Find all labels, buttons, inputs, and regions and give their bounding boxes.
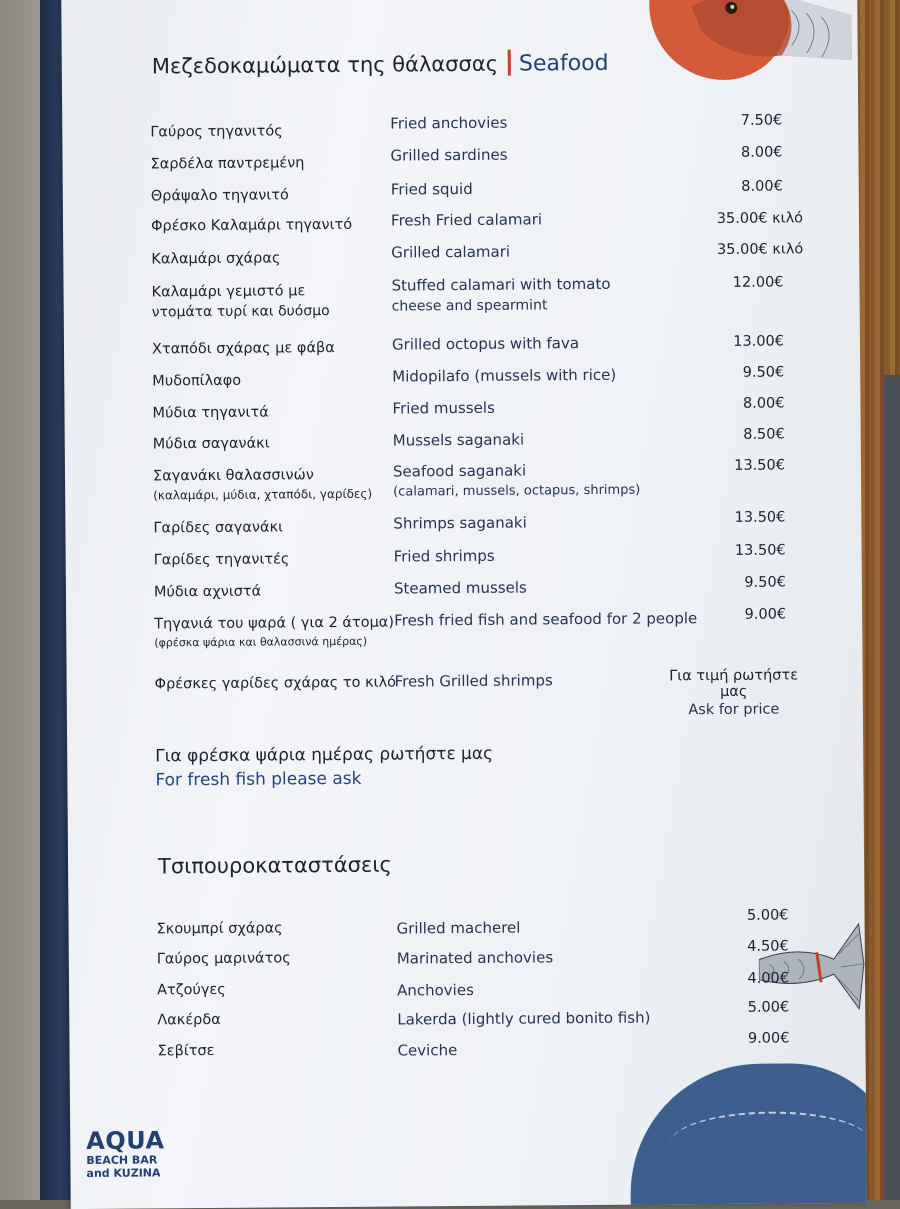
menu-item (69, 970, 849, 1000)
title-greek: Τσιπουροκαταστάσεις (157, 852, 392, 879)
menu-item (64, 364, 844, 390)
item-name-english: Grilled octopus with fava (391, 334, 580, 354)
item-name-greek: Γαύρος μαρινάτος (156, 950, 291, 968)
item-name-greek: Γαρίδες σαγανάκι (153, 519, 284, 537)
item-name-greek-line2: (φρέσκα ψάρια και θαλασσινά ημέρας) (154, 634, 368, 650)
item-name-greek: Σεβίτσε (157, 1042, 215, 1060)
menu-item (65, 426, 845, 453)
fresh-fish-greek: Για φρέσκα ψάρια ημέρας ρωτήστε μας (155, 743, 494, 767)
item-name-greek (154, 615, 394, 650)
menu-item (64, 274, 844, 321)
fresh-fish-note (155, 744, 493, 791)
item-price: 9.50€ (744, 574, 786, 591)
item-price: 8.50€ (743, 426, 785, 443)
menu-item (69, 907, 849, 938)
title-divider (508, 50, 511, 76)
item-price: 35.00€ κιλό (716, 241, 804, 259)
logo-line-2: BEACH BAR (86, 1153, 158, 1167)
item-price: 13.50€ (734, 457, 786, 474)
item-name-english: Grilled macherel (396, 918, 521, 938)
item-name-greek: Μυδοπίλαφο (152, 372, 242, 390)
item-name-english: Anchovies (396, 980, 474, 1000)
item-price: 9.00€ (747, 1030, 790, 1047)
item-name-english (391, 275, 610, 315)
aqua-logo (86, 1128, 165, 1179)
item-name-english: Mussels saganaki (392, 430, 525, 450)
menu-item (67, 667, 847, 719)
item-price: 12.00€ (732, 274, 784, 291)
item-name-english (393, 461, 640, 500)
item-name-greek-line1: Τηγανιά του ψαρά ( για 2 άτομα) (154, 614, 395, 633)
menu-item (65, 509, 845, 537)
menu-item (62, 112, 842, 141)
item-name-english-line1: Stuffed calamari with tomato (391, 274, 611, 295)
menu-item (63, 241, 843, 268)
item-name-greek: Χταπόδι σχάρας με φάβα (151, 340, 335, 358)
item-name-greek: Λακέρδα (157, 1011, 221, 1029)
item-name-greek-line1: Σαγανάκι θαλασσινών (152, 467, 314, 485)
section-title-seafood (152, 49, 609, 80)
item-name-english: Fresh fried fish and seafood for 2 people (394, 609, 698, 630)
section-title-tsipouro (158, 853, 392, 879)
item-name-greek: Γαρίδες τηγανιτές (153, 551, 290, 569)
item-name-greek-line1: Καλαμάρι γεμιστό με (151, 283, 306, 301)
logo-line-1: AQUA (86, 1126, 165, 1155)
table-shadow (884, 375, 900, 1200)
fresh-fish-english: For fresh fish please ask (155, 768, 362, 791)
item-price: 7.50€ (740, 112, 783, 129)
item-price: 13.50€ (734, 509, 786, 526)
title-greek: Μεζεδοκαμώματα της θάλασσας (151, 51, 499, 79)
item-price: 9.50€ (742, 364, 785, 381)
item-price: 8.00€ (740, 144, 783, 161)
menu-item (64, 395, 844, 422)
item-name-greek: Φρέσκο Καλαμάρι τηγανιτό (150, 216, 353, 235)
item-name-english-line2: (calamari, mussels, octapus, shrimps) (393, 482, 641, 500)
menu-page (61, 0, 866, 1209)
ask-for-price (659, 667, 809, 718)
item-price: 9.00€ (744, 606, 787, 623)
item-name-english: Grilled sardines (390, 145, 508, 165)
item-name-greek-line2: (καλαμάρι, μύδια, χταπόδι, γαρίδες) (153, 486, 373, 503)
menu-item (69, 999, 849, 1029)
item-name-greek: Θράψαλο τηγανιτό (150, 187, 289, 205)
item-name-english: Steamed mussels (393, 578, 527, 598)
menu-item (63, 144, 843, 173)
item-name-english: Fresh Fried calamari (390, 210, 543, 230)
ask-price-english: Ask for price (688, 701, 780, 719)
item-name-english: Ceviche (397, 1041, 458, 1060)
item-name-english: Shrimps saganaki (393, 513, 527, 533)
item-name-english: Midopilafo (mussels with rice) (392, 365, 617, 386)
menu-item (66, 542, 846, 569)
menu-item (69, 938, 849, 968)
item-name-english: Fried squid (390, 179, 473, 199)
menu-item (65, 457, 845, 503)
item-name-greek: Σαρδέλα παντρεμένη (150, 155, 305, 173)
item-name-english: Fried shrimps (393, 546, 495, 566)
item-name-greek: Φρέσκες γαρίδες σχάρας το κιλό (154, 674, 397, 693)
item-price: 8.00€ (741, 178, 783, 195)
menu-item (66, 574, 846, 601)
item-name-greek: Καλαμάρι σχάρας (151, 250, 281, 268)
item-price: 5.00€ (746, 907, 789, 924)
item-name-greek: Μύδια σαγανάκι (152, 435, 270, 453)
item-name-greek: Μύδια τηγανιτά (152, 404, 269, 422)
title-english: Seafood (518, 50, 609, 77)
menu-item (64, 333, 844, 358)
item-name-greek (152, 283, 330, 320)
fish-head-icon (671, 0, 862, 76)
item-name-english: Lakerda (lightly cured bonito fish) (397, 1008, 651, 1029)
item-name-english-line2: cheese and spearmint (391, 297, 548, 315)
menu-item (69, 1030, 849, 1060)
item-name-english: Marinated anchovies (396, 948, 554, 968)
item-name-greek-line2: ντομάτα τυρί και δυόσμο (151, 303, 330, 321)
item-name-greek: Ατζούγες (156, 981, 226, 999)
item-price: 13.50€ (734, 542, 786, 559)
item-name-greek (153, 467, 372, 503)
item-price: 35.00€ κιλό (716, 210, 804, 228)
item-price: 13.00€ (733, 333, 785, 350)
item-name-greek: Γαύρος τηγανιτός (150, 123, 283, 141)
item-name-greek: Σκουμπρί σχάρας (156, 920, 283, 938)
dashed-line-decoration (670, 1111, 867, 1175)
menu-item (63, 210, 843, 235)
logo-line-3: and KUZINA (86, 1166, 161, 1180)
item-price: 4.50€ (747, 938, 789, 955)
item-name-english: Grilled calamari (391, 242, 511, 262)
item-price: 8.00€ (742, 395, 785, 412)
item-price: 5.00€ (747, 999, 790, 1016)
item-price: 4.00€ (747, 970, 790, 987)
item-name-english-line1: Seafood saganaki (392, 461, 527, 481)
item-name-english: Fried mussels (392, 398, 495, 418)
item-name-english: Fresh Grilled shrimps (394, 671, 553, 691)
ask-price-greek: Για τιμή ρωτήστε μας (669, 667, 799, 700)
menu-item (63, 178, 843, 205)
menu-item (66, 606, 846, 650)
item-name-english: Fried anchovies (390, 113, 508, 133)
item-name-greek: Μύδια αχνιστά (153, 583, 262, 601)
